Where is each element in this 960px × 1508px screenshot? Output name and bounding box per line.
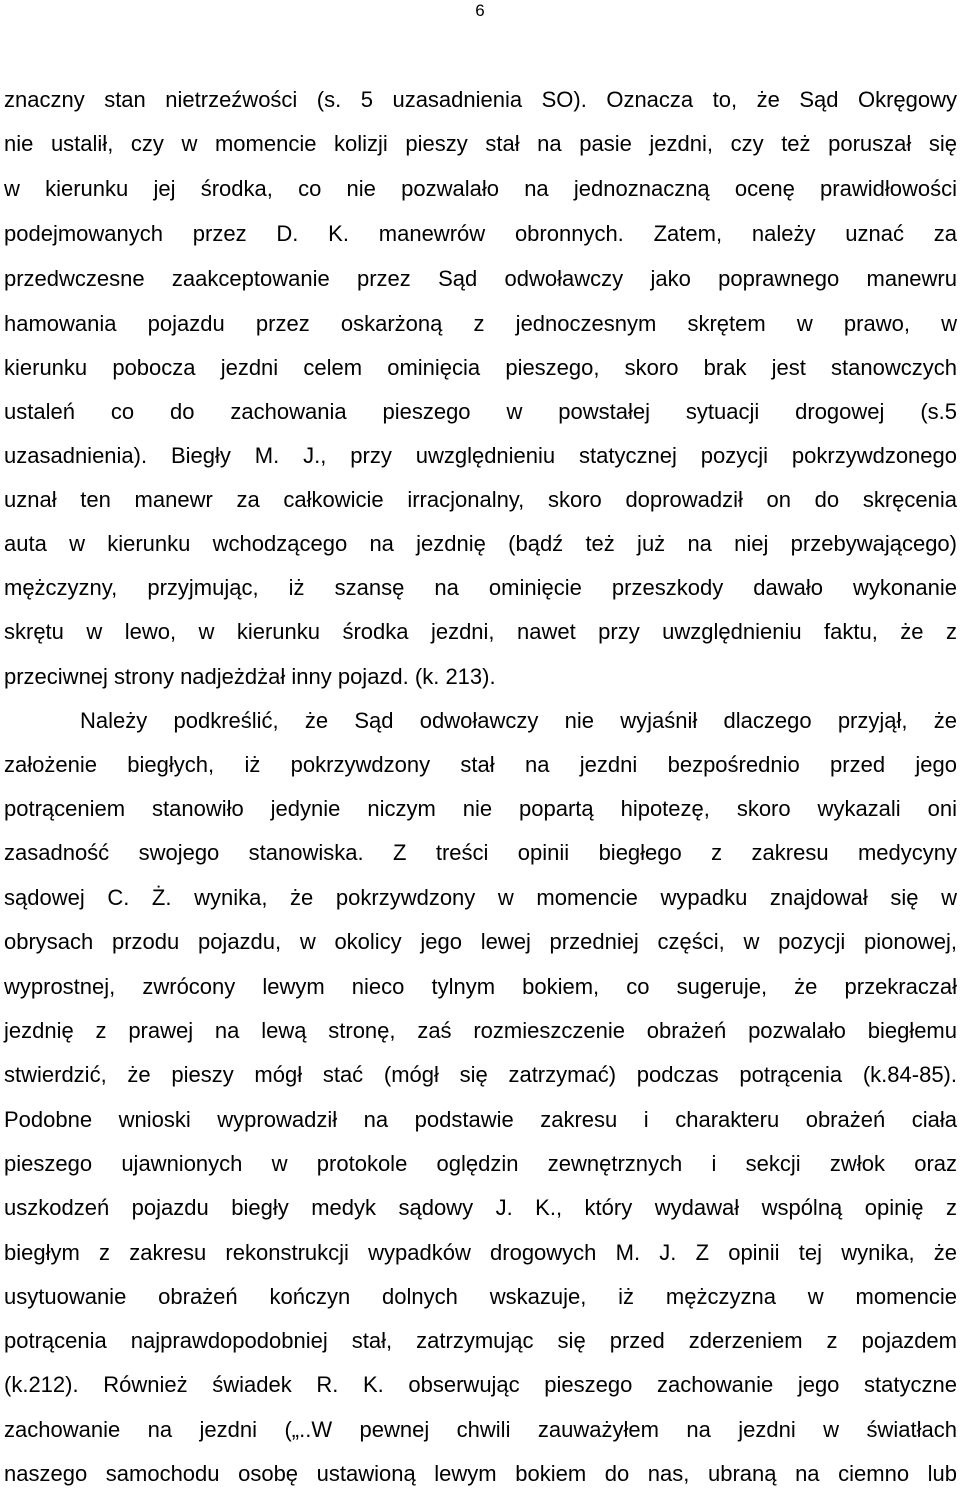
text-line: przedwczesne zaakceptowanie przez Sąd odwoławczy jako poprawnego manewru [4,266,957,291]
text-line: kierunku pobocza jezdni celem ominięcia pieszego, skoro brak jest stanowczych [4,355,957,380]
text-line: naszego samochodu osobę ustawioną lewym bokiem do nas, ubraną na ciemno lub [4,1461,957,1486]
text-line: (k.212). Również świadek R. K. obserwując pieszego zachowanie jego statyczne [4,1372,957,1397]
text-line: podejmowanych przez D. K. manewrów obronnych. Zatem, należy uznać za [4,221,957,246]
text-line: hamowania pojazdu przez oskarżoną z jednoczesnym skrętem w prawo, w [4,311,957,336]
text-line: skrętu w lewo, w kierunku środka jezdni, nawet przy uwzględnieniu faktu, że z [4,619,957,644]
text-line: pieszego ujawnionych w protokole oględzin zewnętrznych i sekcji zwłok oraz [4,1151,957,1176]
text-line: stwierdzić, że pieszy mógł stać (mógł się zatrzymać) podczas potrącenia (k.84-85). [4,1062,957,1087]
text-line: jezdnię z prawej na lewą stronę, zaś rozmieszczenie obrażeń pozwalało biegłemu [4,1018,957,1043]
text-line: nie ustalił, czy w momencie kolizji pieszy stał na pasie jezdni, czy też poruszał się [4,131,957,156]
text-line: usytuowanie obrażeń kończyn dolnych wskazuje, iż mężczyzna w momencie [4,1284,957,1309]
text-line: ustaleń co do zachowania pieszego w powstałej sytuacji drogowej (s.5 [4,399,957,424]
text-line: uzasadnienia). Biegły M. J., przy uwzględnieniu statycznej pozycji pokrzywdzonego [4,443,957,468]
text-line: mężczyzny, przyjmując, iż szansę na ominięcie przeszkody dawało wykonanie [4,575,957,600]
text-line: auta w kierunku wchodzącego na jezdnię (bądź też już na niej przebywającego) [4,531,957,556]
page-number: 6 [475,1,485,20]
text-line: uznał ten manewr za całkowicie irracjonalny, skoro doprowadził on do skręcenia [4,487,957,512]
text-line: uszkodzeń pojazdu biegły medyk sądowy J. K., który wydawał wspólną opinię z [4,1195,957,1220]
text-line: przeciwnej strony nadjeżdżał inny pojazd. (k. 213). [4,664,496,689]
text-line: sądowej C. Ż. wynika, że pokrzywdzony w momencie wypadku znajdował się w [4,885,957,910]
text-line: wyprostnej, zwrócony lewym nieco tylnym bokiem, co sugeruje, że przekraczał [4,974,957,999]
text-line: potrąceniem stanowiło jedynie niczym nie popartą hipotezę, skoro wykazali oni [4,796,957,821]
text-line: Należy podkreślić, że Sąd odwoławczy nie wyjaśnił dlaczego przyjął, że [80,708,957,733]
text-line: Podobne wnioski wyprowadził na podstawie zakresu i charakteru obrażeń ciała [4,1107,957,1132]
text-line: biegłym z zakresu rekonstrukcji wypadków drogowych M. J. Z opinii tej wynika, że [4,1240,957,1265]
text-line: zachowanie na jezdni („..W pewnej chwili zauważyłem na jezdni w światłach [4,1417,957,1442]
text-line: potrącenia najprawdopodobniej stał, zatrzymując się przed zderzeniem z pojazdem [4,1328,957,1353]
text-line: obrysach przodu pojazdu, w okolicy jego lewej przedniej części, w pozycji pionowej, [4,929,957,954]
text-line: znaczny stan nietrzeźwości (s. 5 uzasadnienia SO). Oznacza to, że Sąd Okręgowy [4,87,957,112]
text-line: założenie biegłych, iż pokrzywdzony stał na jezdni bezpośrednio przed jego [4,752,957,777]
text-line: w kierunku jej środka, co nie pozwalało na jednoznaczną ocenę prawidłowości [4,176,957,201]
text-line: zasadność swojego stanowiska. Z treści opinii biegłego z zakresu medycyny [4,840,957,865]
